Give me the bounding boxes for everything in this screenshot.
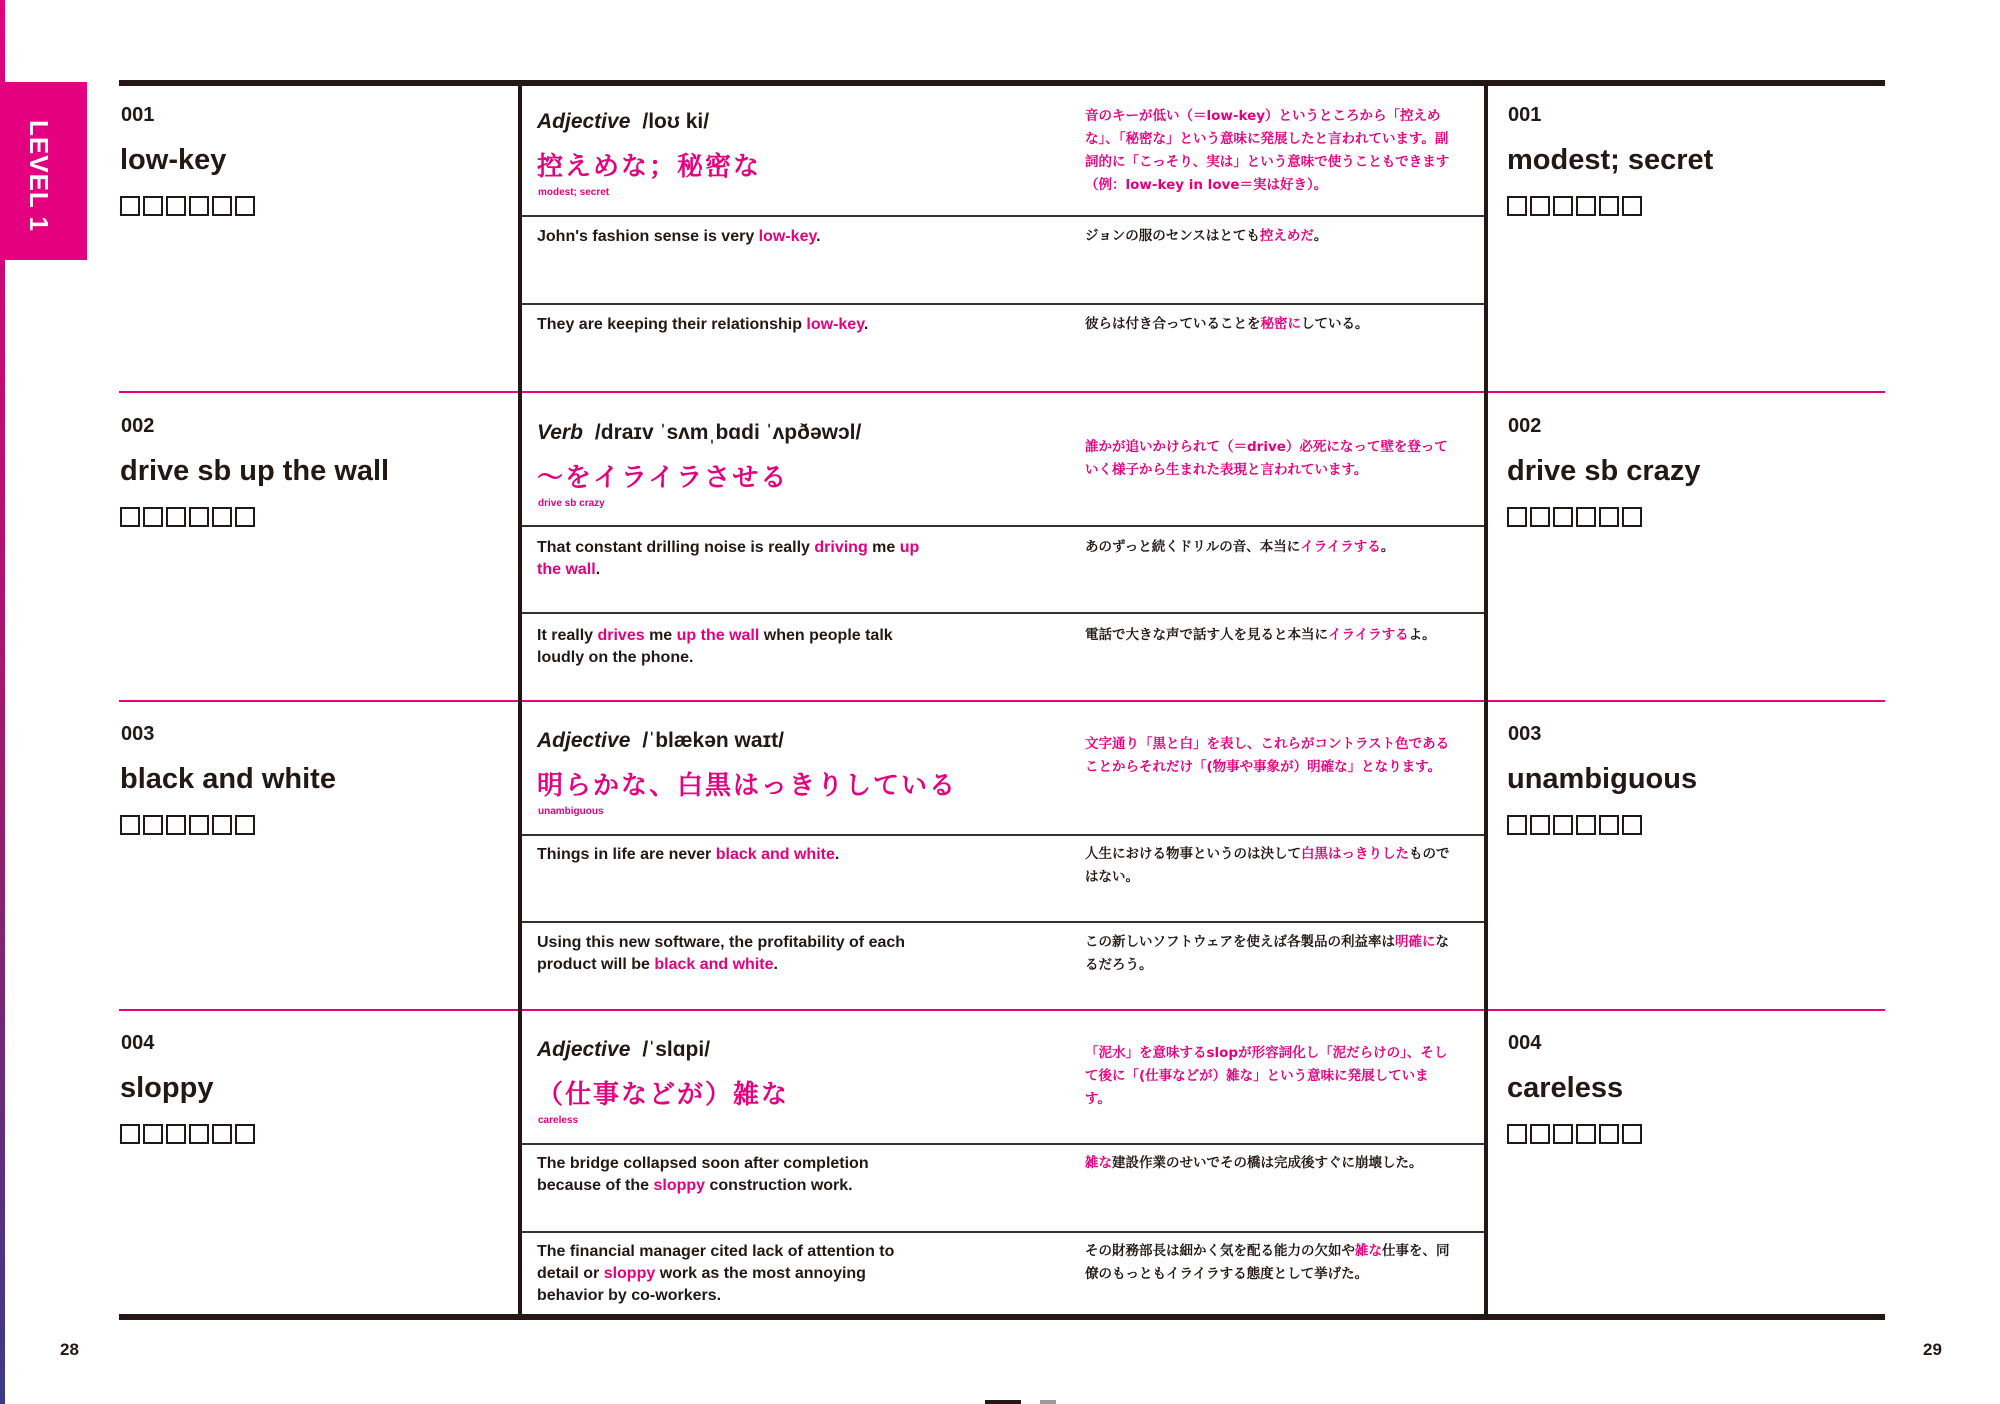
example-japanese: あのずっと続くドリルの音、本当にイライラする。 <box>1085 539 1395 555</box>
entry-headword: sloppy <box>120 1072 214 1104</box>
example-separator <box>522 612 1484 614</box>
entry-separator <box>1488 700 1885 702</box>
check-boxes[interactable] <box>1507 507 1642 527</box>
entry-separator <box>522 700 1484 702</box>
example-separator <box>522 525 1484 527</box>
example-japanese: その財務部長は細かく気を配る能力の欠如や雑な仕事を、同僚のもっともイライラする態度として挙げた。 <box>1085 1243 1450 1282</box>
check-boxes[interactable] <box>120 815 255 835</box>
example-english: The bridge collapsed soon after completion because of the sloppy construction work. <box>537 1155 869 1194</box>
answer-number: 001 <box>1508 104 1542 126</box>
part-of-speech: Adjective <box>537 110 631 133</box>
entry-number: 004 <box>121 1032 155 1054</box>
entry-separator <box>522 391 1484 393</box>
entry-separator <box>119 391 518 393</box>
entry-number: 001 <box>121 104 155 126</box>
usage-note: 「泥水」を意味するslopが形容詞化し「泥だらけの」、そして後に「(仕事などが）雑な」という意味に発展しています。 <box>1085 1045 1448 1107</box>
page-number-right: 29 <box>1923 1340 1942 1359</box>
check-boxes[interactable] <box>1507 196 1642 216</box>
example-english: John's fashion sense is very low-key. <box>537 228 821 245</box>
english-gloss: drive sb crazy <box>538 498 605 509</box>
example-separator <box>522 215 1484 217</box>
example-english: They are keeping their relationship low-key. <box>537 316 869 333</box>
japanese-definition: 明らかな、白黒はっきりしている <box>537 771 958 801</box>
part-of-speech: Adjective <box>537 1038 631 1061</box>
entry-separator <box>522 1009 1484 1011</box>
entry-separator <box>119 700 518 702</box>
japanese-definition: 控えめな；秘密な <box>537 152 762 182</box>
pronunciation: /loʊ ki/ <box>642 110 710 133</box>
entry-separator <box>119 1009 518 1011</box>
english-gloss: unambiguous <box>538 806 604 817</box>
answer-word: modest; secret <box>1507 144 1714 176</box>
part-of-speech: Adjective <box>537 729 631 752</box>
example-english: The financial manager cited lack of attention to detail or sloppy work as the most annoying behavior by co-workers. <box>537 1243 895 1304</box>
example-english: Using this new software, the profitability of each product will be black and white. <box>537 934 906 973</box>
entry-headword: drive sb up the wall <box>120 455 390 487</box>
part-of-speech: Verb <box>537 421 583 444</box>
usage-note: 文字通り「黒と白」を表し、これらがコントラスト色であることからそれだけ「(物事や事象が）明確な」となります。 <box>1085 736 1450 775</box>
example-english: It really drives me up the wall when people talk loudly on the phone. <box>537 627 893 666</box>
answer-number: 004 <box>1508 1032 1542 1054</box>
crop-mark <box>1040 1400 1056 1404</box>
english-gloss: careless <box>538 1115 579 1126</box>
example-separator <box>522 834 1484 836</box>
example-separator <box>522 1231 1484 1233</box>
entry-number: 003 <box>121 723 155 745</box>
example-japanese: 人生における物事というのは決して白黒はっきりしたものではない。 <box>1085 846 1450 885</box>
example-japanese: 彼らは付き合っていることを秘密にしている。 <box>1085 316 1369 332</box>
example-japanese: 電話で大きな声で話す人を見ると本当にイライラするよ。 <box>1085 627 1436 643</box>
check-boxes[interactable] <box>120 507 255 527</box>
pronunciation: /draɪv ˈsʌmˌbɑdi ˈʌpðəwɔl/ <box>594 421 862 444</box>
answer-word: unambiguous <box>1507 763 1698 795</box>
check-boxes[interactable] <box>1507 815 1642 835</box>
usage-note: 誰かが追いかけられて（＝drive）必死になって壁を登っていく様子から生まれた表現と言われています。 <box>1085 439 1448 478</box>
example-japanese: この新しいソフトウェアを使えば各製品の利益率は明確になるだろう。 <box>1085 934 1449 973</box>
crop-mark <box>985 1400 1021 1404</box>
pronunciation: /ˈslɑpi/ <box>642 1038 711 1061</box>
entry-number: 002 <box>121 415 155 437</box>
answer-word: careless <box>1507 1072 1624 1104</box>
english-gloss: modest; secret <box>538 187 610 198</box>
pos-line <box>537 110 709 134</box>
japanese-definition: （仕事などが）雑な <box>537 1080 790 1110</box>
level-tab-label: LEVEL 1 <box>24 120 54 233</box>
answer-number: 002 <box>1508 415 1542 437</box>
pronunciation: /ˈblækən waɪt/ <box>642 729 784 752</box>
usage-note: 音のキーが低い（＝low-key）というところから「控えめな」、「秘密な」という意味に発展したと言われています。副詞的に「こっそり、実は」という意味で使うこともできます（例：low-key in love＝実は好き）。 <box>1085 108 1450 193</box>
example-separator <box>522 303 1484 305</box>
bottom-rule <box>119 1314 1885 1320</box>
example-english: Things in life are never black and white. <box>537 846 840 863</box>
pos-line <box>537 421 861 445</box>
entry-headword: black and white <box>120 763 336 795</box>
page-number-left: 28 <box>60 1340 79 1359</box>
pos-line <box>537 1038 710 1062</box>
example-japanese: 雑な建設作業のせいでその橋は完成後すぐに崩壊した。 <box>1085 1155 1423 1171</box>
entry-headword: low-key <box>120 144 227 176</box>
example-separator <box>522 921 1484 923</box>
pos-line <box>537 729 784 753</box>
entry-separator <box>1488 391 1885 393</box>
example-japanese: ジョンの服のセンスはとても控えめだ。 <box>1085 228 1328 244</box>
top-rule <box>119 80 1885 86</box>
example-separator <box>522 1143 1484 1145</box>
answer-word: drive sb crazy <box>1507 455 1701 487</box>
answer-number: 003 <box>1508 723 1542 745</box>
level-tab <box>0 82 87 260</box>
check-boxes[interactable] <box>120 196 255 216</box>
example-english: That constant drilling noise is really driving me up the wall. <box>537 539 920 578</box>
check-boxes[interactable] <box>120 1124 255 1144</box>
japanese-definition: ～をイライラさせる <box>537 463 789 493</box>
entry-separator <box>1488 1009 1885 1011</box>
check-boxes[interactable] <box>1507 1124 1642 1144</box>
